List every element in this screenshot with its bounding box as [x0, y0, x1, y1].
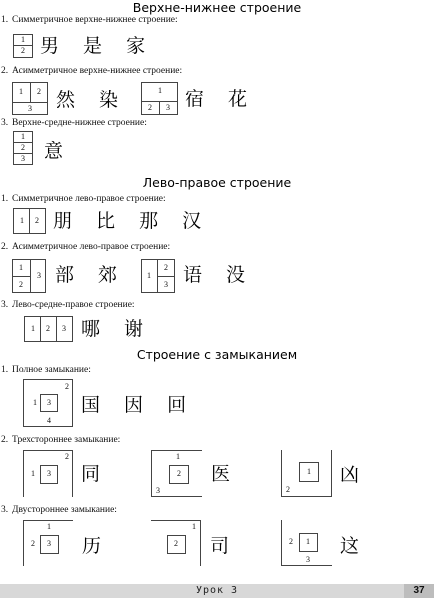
cell-number: 1 — [306, 537, 310, 546]
item-number: 2. — [1, 242, 9, 252]
cell-number: 1 — [31, 324, 35, 333]
lesson-label: Урок 3 — [195, 585, 239, 596]
cell-number: 3 — [47, 469, 51, 478]
example-characters: 凶 — [340, 464, 369, 486]
cell-number: 1 — [31, 469, 35, 478]
item-number: 3. — [1, 118, 9, 128]
item-number: 2. — [1, 435, 9, 445]
diagram-top-middle-bottom — [13, 131, 33, 165]
diagram-left-middle-right — [24, 316, 73, 342]
cell-number: 2 — [37, 87, 41, 96]
cell-number: 1 — [192, 522, 196, 531]
example-characters: 司 — [210, 535, 239, 557]
cell-number: 4 — [47, 416, 51, 425]
cell-number: 1 — [47, 522, 51, 531]
cell-number: 3 — [37, 271, 41, 280]
cell-number: 3 — [62, 324, 66, 333]
item-number: 3. — [1, 505, 9, 515]
item-label: Двустороннее замыкание: — [12, 505, 117, 515]
cell-number: 2 — [35, 216, 39, 225]
diagram-two-side-top-right — [151, 520, 201, 566]
item-number: 1. — [1, 194, 9, 204]
cell-number: 3 — [306, 555, 310, 564]
section-title-enclosure: Строение с замыканием — [136, 347, 298, 362]
example-characters: 这 — [340, 535, 369, 557]
item-two-side-enclosure — [1, 505, 117, 515]
item-top-middle-bottom — [1, 118, 147, 128]
item-label: Полное замыкание: — [12, 365, 91, 375]
diagram-left-right-symmetric — [13, 208, 46, 234]
diagram-two-side-bottom-left — [281, 520, 332, 566]
cell-number: 2 — [289, 537, 293, 546]
diagram-top-bottom-asymmetric-a — [12, 82, 48, 115]
example-characters: 历 — [82, 535, 111, 557]
cell-number: 2 — [286, 485, 290, 494]
example-characters: 宿 花 — [185, 88, 257, 110]
item-label: Верхне-средне-нижнее строение: — [12, 118, 147, 128]
example-characters: 哪 谢 — [81, 318, 153, 340]
item-label: Симметричное верхне-нижнее строение: — [12, 15, 178, 25]
cell-number: 1 — [19, 263, 23, 272]
diagram-top-bottom-asymmetric-b — [141, 82, 178, 115]
diagram-full-enclosure — [23, 379, 73, 427]
example-characters: 同 — [81, 463, 110, 485]
cell-number: 3 — [47, 398, 51, 407]
item-three-side-enclosure — [1, 435, 120, 445]
example-characters: 医 — [211, 463, 240, 485]
cell-number: 1 — [21, 35, 25, 44]
item-symmetric-left-right — [1, 194, 166, 204]
cell-number: 1 — [19, 87, 23, 96]
example-characters: 国 因 回 — [81, 394, 196, 416]
example-characters: 语 没 — [183, 264, 255, 286]
item-number: 3. — [1, 300, 9, 310]
item-full-enclosure — [1, 365, 91, 375]
diagram-two-side-top-left — [23, 520, 73, 566]
cell-number: 3 — [21, 154, 25, 163]
cell-number: 2 — [148, 103, 152, 112]
cell-number: 2 — [65, 382, 69, 391]
cell-number: 1 — [307, 467, 311, 476]
diagram-three-side-open-bottom — [23, 450, 73, 497]
cell-number: 3 — [166, 103, 170, 112]
cell-number: 1 — [147, 271, 151, 280]
cell-number: 2 — [65, 452, 69, 461]
item-symmetric-top-bottom — [1, 15, 178, 25]
page-footer — [0, 584, 434, 598]
item-number: 1. — [1, 15, 9, 25]
page-number: 37 — [404, 584, 434, 598]
diagram-top-bottom-symmetric — [13, 34, 33, 58]
diagram-left-right-asymmetric-b — [141, 259, 175, 293]
diagram-left-right-asymmetric-a — [12, 259, 46, 293]
diagram-three-side-open-top — [281, 450, 332, 497]
cell-number: 3 — [164, 280, 168, 289]
section-title-left-right: Лево-правое строение — [142, 175, 292, 190]
item-label: Лево-средне-правое строение: — [12, 300, 135, 310]
cell-number: 3 — [156, 486, 160, 495]
cell-number: 1 — [33, 398, 37, 407]
cell-number: 3 — [28, 104, 32, 113]
cell-number: 2 — [19, 280, 23, 289]
cell-number: 2 — [46, 324, 50, 333]
cell-number: 3 — [47, 539, 51, 548]
example-characters: 意 — [44, 140, 73, 162]
example-characters: 部 郊 — [55, 264, 127, 286]
cell-number: 2 — [164, 263, 168, 272]
cell-number: 2 — [31, 539, 35, 548]
example-characters: 然 染 — [56, 89, 128, 111]
item-label: Асимметричное лево-правое строение: — [12, 242, 171, 252]
item-label: Симметричное лево-правое строение: — [12, 194, 166, 204]
example-characters: 朋 比 那 汉 — [53, 210, 211, 232]
cell-number: 2 — [21, 143, 25, 152]
cell-number: 1 — [21, 132, 25, 141]
item-asymmetric-left-right — [1, 242, 170, 252]
item-number: 2. — [1, 66, 9, 76]
cell-number: 2 — [174, 539, 178, 548]
item-label: Асимметричное верхне-нижнее строение: — [12, 66, 183, 76]
cell-number: 1 — [158, 86, 162, 95]
section-title-top-bottom: Верхне-нижнее строение — [132, 0, 302, 15]
cell-number: 1 — [20, 216, 24, 225]
item-label: Трехстороннее замыкание: — [12, 435, 121, 445]
example-characters: 男 是 家 — [40, 35, 155, 57]
cell-number: 1 — [176, 452, 180, 461]
item-asymmetric-top-bottom — [1, 66, 182, 76]
item-number: 1. — [1, 365, 9, 375]
diagram-three-side-open-right — [151, 450, 202, 497]
item-left-middle-right — [1, 300, 135, 310]
cell-number: 2 — [177, 469, 181, 478]
cell-number: 2 — [21, 46, 25, 55]
